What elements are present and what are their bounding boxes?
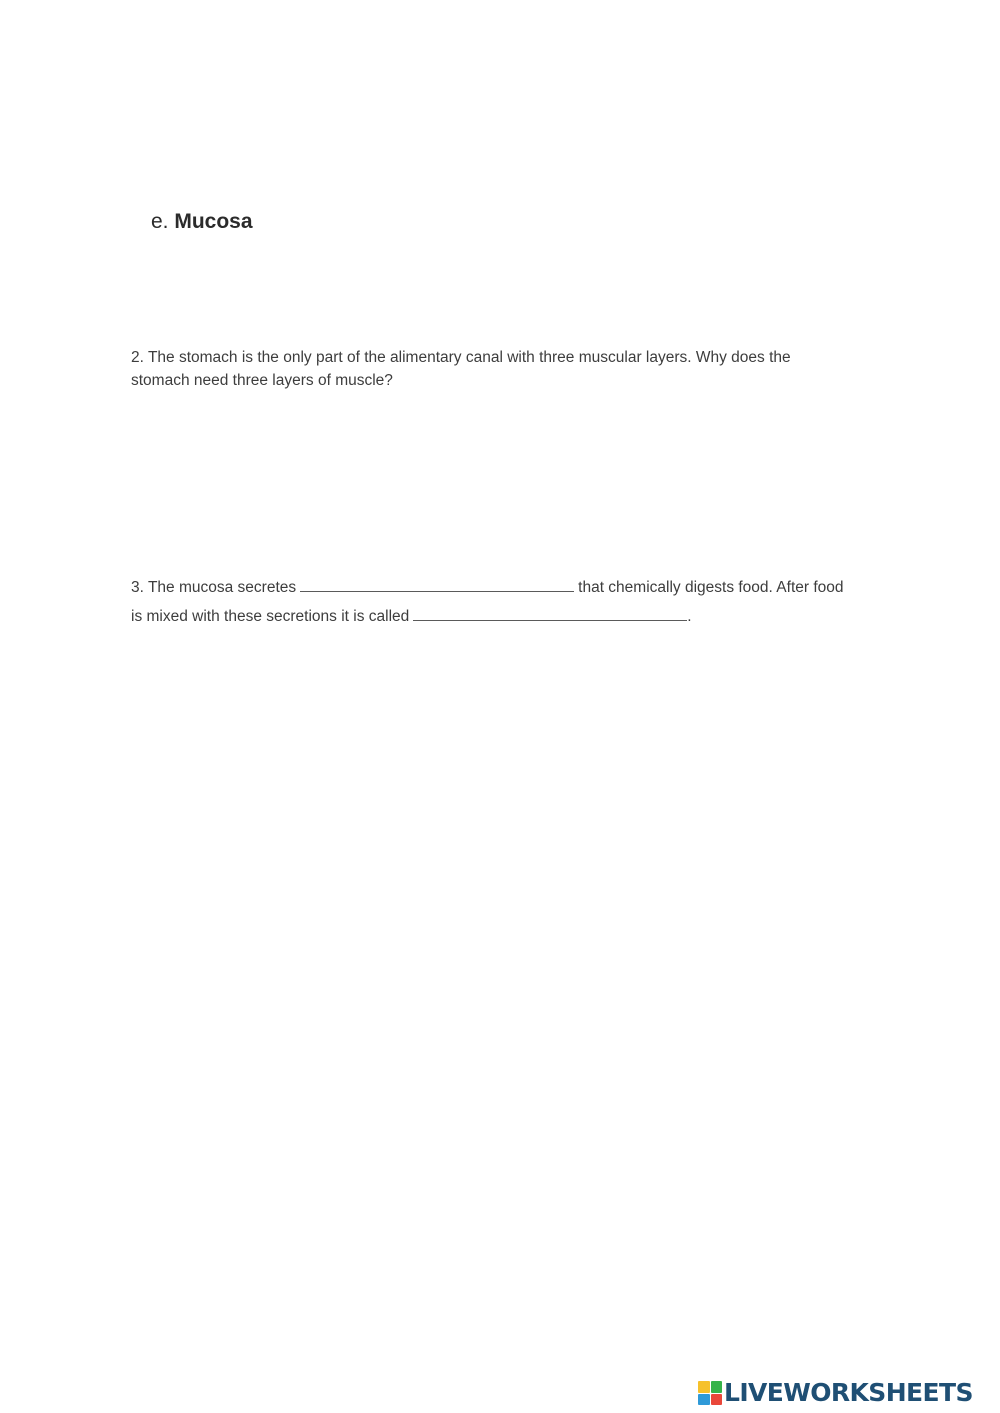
section-title: Mucosa <box>174 210 253 233</box>
question-3-line-2 <box>131 603 692 628</box>
question-3-text-middle: that chemically digests food. After food <box>578 579 844 596</box>
answer-blank-secretions[interactable] <box>300 574 574 592</box>
section-marker: e. <box>151 210 169 233</box>
question-3-period: . <box>687 608 692 625</box>
section-heading-mucosa <box>151 208 253 236</box>
question-2 <box>131 346 891 392</box>
question-2-line-2: stomach need three layers of muscle? <box>131 372 393 389</box>
question-3-text-continued: is mixed with these secretions it is called <box>131 608 410 625</box>
liveworksheets-logo-icon <box>698 1381 722 1405</box>
answer-blank-mixture-name[interactable] <box>413 603 687 621</box>
question-3-text-start: 3. The mucosa secretes <box>131 579 297 596</box>
liveworksheets-logo <box>698 1378 973 1408</box>
question-3-line-1 <box>131 574 844 599</box>
question-2-line-1: 2. The stomach is the only part of the alimentary canal with three muscular layers. Why does the <box>131 349 791 366</box>
logo-text: LIVEWORKSHEETS <box>724 1378 973 1407</box>
